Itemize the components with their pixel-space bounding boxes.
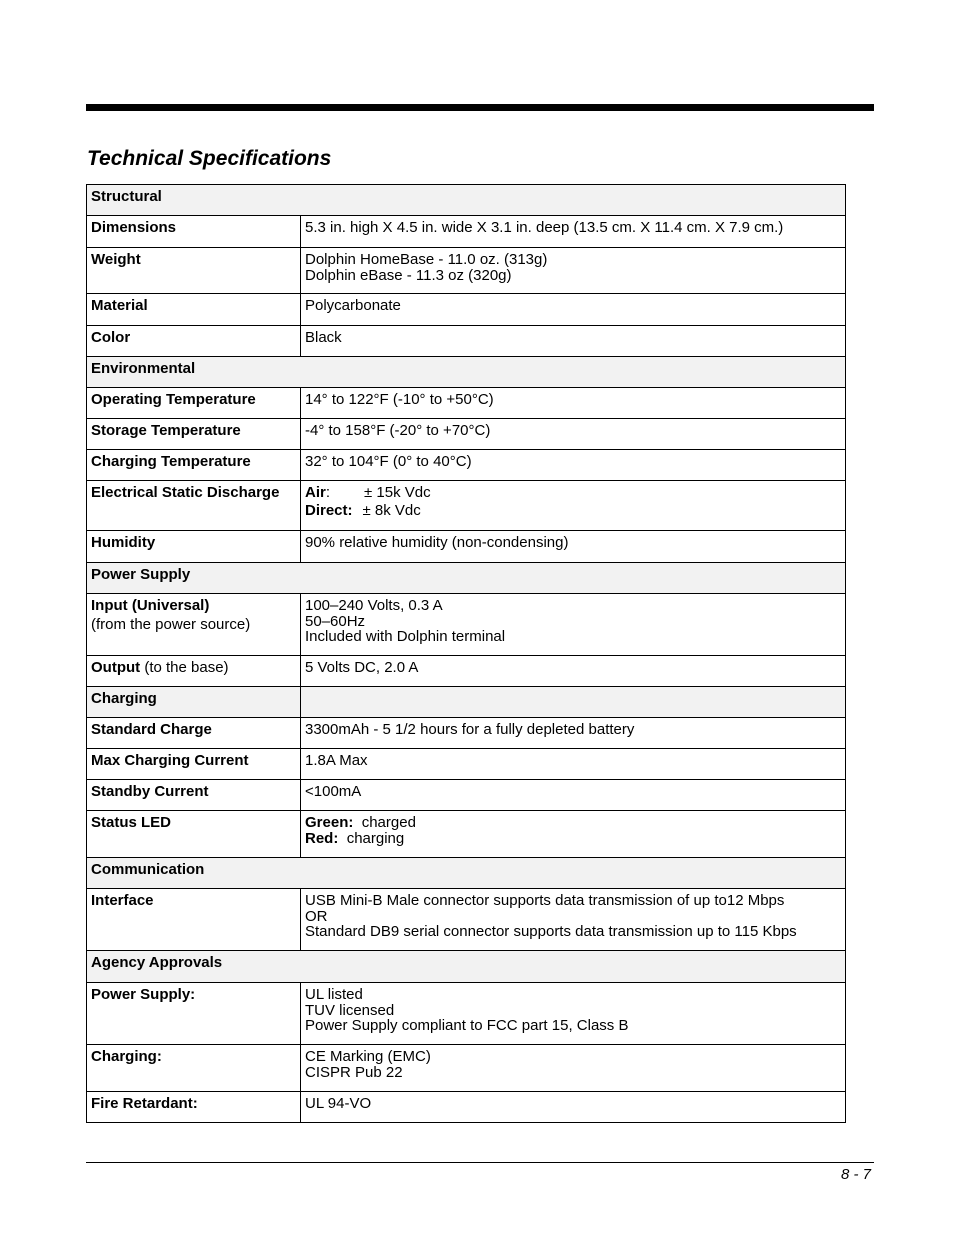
spec-label: Standby Current (87, 780, 301, 811)
led-red-line (305, 831, 841, 847)
spec-table (86, 184, 846, 1123)
spec-label: Max Charging Current (87, 749, 301, 780)
spec-value: 14° to 122°F (-10° to +50°C) (301, 388, 846, 419)
table-row (87, 718, 846, 749)
led-red-label: Red: (305, 829, 339, 847)
table-row (87, 656, 846, 687)
spec-value-line: TUV licensed (305, 1001, 395, 1019)
section-header-row (87, 357, 846, 388)
spec-value (301, 983, 846, 1045)
section-header: Communication (87, 858, 846, 889)
section-header: Agency Approvals (87, 951, 846, 983)
spec-value (301, 889, 846, 951)
spec-label: Charging: (87, 1045, 301, 1092)
spec-value: 5.3 in. high X 4.5 in. wide X 3.1 in. deep (13.5 cm. X 11.4 cm. X 7.9 cm.) (301, 216, 846, 248)
led-red-value: charging (346, 829, 405, 847)
table-row (87, 1092, 846, 1123)
led-green-line (305, 815, 841, 831)
table-row (87, 531, 846, 563)
section-header: Environmental (87, 357, 846, 388)
spec-value-line: CISPR Pub 22 (305, 1063, 403, 1081)
spec-label: Charging Temperature (87, 450, 301, 481)
section-header-row (87, 858, 846, 889)
table-row (87, 780, 846, 811)
spec-value: 32° to 104°F (0° to 40°C) (301, 450, 846, 481)
esd-air-line: Air: ± 15k Vdc (305, 484, 431, 501)
section-header-row (87, 687, 846, 718)
esd-direct-label: Direct: (305, 501, 353, 519)
led-green-value: charged (361, 814, 416, 831)
table-row (87, 811, 846, 858)
table-row (87, 450, 846, 481)
spec-label (87, 594, 301, 656)
spec-value-line: 50–60Hz (305, 612, 366, 630)
esd-direct-value: ± 8k Vdc (362, 501, 421, 519)
spec-label-sub: (to the base) (144, 659, 229, 676)
spec-label-sub: (from the power source) (91, 615, 251, 633)
spec-value (301, 594, 846, 656)
spec-value: UL 94-VO (301, 1092, 846, 1123)
spec-label: Electrical Static Discharge (87, 481, 301, 531)
spec-value: 90% relative humidity (non-condensing) (301, 531, 846, 563)
spec-value-line: Standard DB9 serial connector supports data transmission up to 115 Kbps (305, 923, 797, 940)
spec-value-line: Power Supply compliant to FCC part 15, Class B (305, 1017, 629, 1034)
spec-label: Weight (87, 248, 301, 294)
spec-label (87, 656, 301, 687)
spec-label-main: Output (91, 659, 141, 676)
section-header-row (87, 185, 846, 216)
spec-value: 1.8A Max (301, 749, 846, 780)
top-rule (86, 104, 874, 111)
spec-label: Status LED (87, 811, 301, 858)
table-row (87, 594, 846, 656)
spec-label: Interface (87, 889, 301, 951)
spec-label: Humidity (87, 531, 301, 563)
table-row (87, 889, 846, 951)
esd-direct-line (305, 503, 841, 519)
spec-value-line: USB Mini-B Male connector supports data transmission of up to12 Mbps (305, 892, 785, 909)
page-number: 8 - 7 (840, 1166, 871, 1183)
spec-label-main: Input (Universal) (91, 597, 210, 614)
spec-value-line: OR (305, 907, 328, 925)
table-row (87, 481, 846, 531)
table-row (87, 419, 846, 450)
led-green-label: Green: (305, 814, 354, 831)
spec-value-line: CE Marking (EMC) (305, 1048, 431, 1065)
page-title: Technical Specifications (87, 147, 332, 170)
spec-value: 3300mAh - 5 1/2 hours for a fully depleted battery (301, 718, 846, 749)
section-header: Power Supply (87, 563, 846, 594)
spec-value (301, 481, 846, 531)
spec-value-line: Included with Dolphin terminal (305, 628, 506, 645)
spec-value-line: Dolphin HomeBase - 11.0 oz. (313g) (305, 251, 548, 268)
spec-value-line: Dolphin eBase - 11.3 oz (320g) (305, 266, 512, 284)
spec-value: Polycarbonate (301, 294, 846, 326)
spec-label: Standard Charge (87, 718, 301, 749)
spec-value (301, 1045, 846, 1092)
esd-air-label: Air (305, 484, 326, 501)
spec-label: Storage Temperature (87, 419, 301, 450)
table-row (87, 248, 846, 294)
esd-air-value: ± 15k Vdc (364, 484, 431, 501)
spec-label: Dimensions (87, 216, 301, 248)
section-header: Charging (87, 687, 301, 718)
spec-value-line: UL listed (305, 986, 363, 1003)
table-row (87, 388, 846, 419)
spec-value-line: 100–240 Volts, 0.3 A (305, 597, 443, 614)
spec-value: <100mA (301, 780, 846, 811)
section-header-row (87, 563, 846, 594)
section-header: Structural (87, 185, 846, 216)
section-header-row (87, 951, 846, 983)
table-row (87, 749, 846, 780)
table-row (87, 1045, 846, 1092)
spec-label: Color (87, 326, 301, 357)
table-row (87, 326, 846, 357)
table-row (87, 294, 846, 326)
table-row (87, 983, 846, 1045)
spec-value (301, 811, 846, 858)
spec-label: Fire Retardant: (87, 1092, 301, 1123)
section-header-empty (301, 687, 846, 718)
spec-label: Power Supply: (87, 983, 301, 1045)
spec-label: Material (87, 294, 301, 326)
spec-label: Operating Temperature (87, 388, 301, 419)
table-row (87, 216, 846, 248)
spec-value: -4° to 158°F (-20° to +70°C) (301, 419, 846, 450)
spec-value: Black (301, 326, 846, 357)
spec-value: 5 Volts DC, 2.0 A (301, 656, 846, 687)
bottom-rule (86, 1162, 874, 1163)
spec-value (301, 248, 846, 294)
